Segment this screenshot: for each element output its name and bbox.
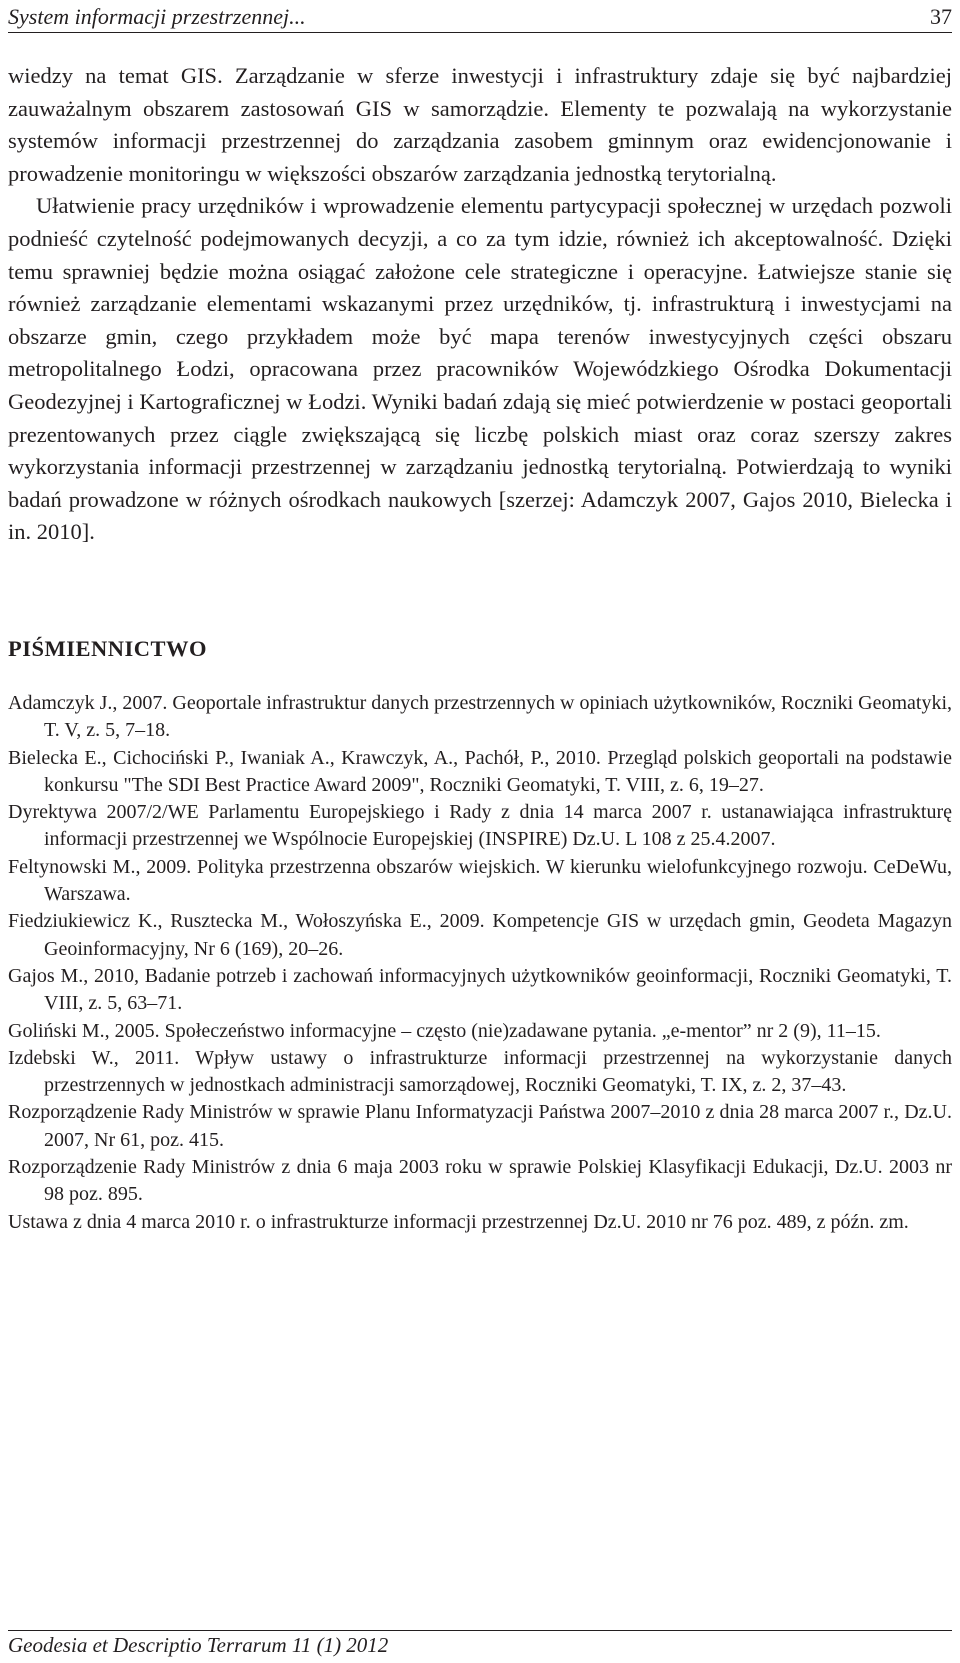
reference-list <box>8 690 952 1236</box>
journal-name: Geodesia et Descriptio Terrarum 11 (1) 2012 <box>8 1633 389 1657</box>
paragraph-2: Ułatwienie pracy urzędników i wprowadzenie elementu partycypacji społecznej w urzędach pozwoli podnieść czytelność podejmowanych decyzji, a co za tym idzie, również ich akceptowalność. Dzięki temu sprawniej będzie można osiągać założone cele strategiczne i operacyjne. Łatwiejsze stanie się również zarządzanie elementami wskazanymi przez urzędników, tj. infrastrukturą i inwestycjami na obszarze gmin, czego przykładem może być mapa terenów inwestycyjnych części obszaru metropolitalnego Łodzi, opracowana przez pracowników Wojewódzkiego Ośrodka Dokumentacji Geodezyjnej i Kartograficznej w Łodzi. Wyniki badań zdają się mieć potwierdzenie w postaci geoportali prezentowanych przez ciągle zwiększającą się liczbę polskich miast oraz coraz szerszy zakres wykorzystania informacji przestrzennej w zarządzaniu jednostką terytorialną. Potwierdzają to wyniki badań prowadzone w różnych ośrodkach naukowych [szerzej: Adamczyk 2007, Gajos 2010, Bielecka i in. 2010]. <box>8 193 952 545</box>
reference-item: Goliński M., 2005. Społeczeństwo informacyjne – często (nie)zadawane pytania. „e-mentor” nr 2 (9), 11–15. <box>8 1019 881 1042</box>
reference-item: Bielecka E., Cichociński P., Iwaniak A., Krawczyk, A., Pachół, P., 2010. Przegląd polskich geoportali na podstawie konkursu "The SDI Best Practice Award 2009", Roczniki Geomatyki, T. VIII, z. 6, 19–27. <box>8 746 952 796</box>
section-title: PIŚMIENNICTWO <box>8 636 208 661</box>
reference-item: Feltynowski M., 2009. Polityka przestrzenna obszarów wiejskich. W kierunku wielofunkcyjnego rozwoju. CeDeWu, Warszawa. <box>8 855 952 906</box>
page-header <box>8 2 952 33</box>
reference-item: Fiedziukiewicz K., Rusztecka M., Wołoszyńska E., 2009. Kompetencje GIS w urzędach gmin, Geodeta Magazyn Geoinformacyjny, Nr 6 (169), 20–26. <box>8 910 952 960</box>
page-number: 37 <box>930 4 952 29</box>
body-text <box>8 60 952 549</box>
running-title: System informacji przestrzennej... <box>8 4 306 29</box>
reference-item: Gajos M., 2010, Badanie potrzeb i zachowań informacyjnych użytkowników geoinformacji, Roczniki Geomatyki, T. VIII, z. 5, 63–71. <box>8 964 952 1015</box>
paragraph-1: wiedzy na temat GIS. Zarządzanie w sferze inwestycji i infrastruktury zdaje się być najbardziej zauważalnym obszarem zastosowań GIS w samorządzie. Elementy te pozwalają na wykorzystanie systemów informacji przestrzennej do zarządzania zasobem gminnym oraz ewidencjonowanie i prowadzenie monitoringu w większości obszarów zarządzania jednostką terytorialną. <box>8 63 952 186</box>
reference-item: Ustawa z dnia 4 marca 2010 r. o infrastrukturze informacji przestrzennej Dz.U. 2010 nr 76 poz. 489, z późn. zm. <box>8 1210 909 1233</box>
reference-item: Adamczyk J., 2007. Geoportale infrastruktur danych przestrzennych w opiniach użytkowników, Roczniki Geomatyki, T. V, z. 5, 7–18. <box>8 692 952 742</box>
page-footer <box>8 1630 952 1661</box>
reference-item: Rozporządzenie Rady Ministrów z dnia 6 maja 2003 roku w sprawie Polskiej Klasyfikacji Edukacji, Dz.U. 2003 nr 98 poz. 895. <box>8 1156 952 1206</box>
reference-item: Dyrektywa 2007/2/WE Parlamentu Europejskiego i Rady z dnia 14 marca 2007 r. ustanawiająca infrastrukturę informacji przestrzennej we Wspólnocie Europejskiej (INSPIRE) Dz.U. L 108 z 25.4.2007. <box>8 801 952 851</box>
reference-item: Rozporządzenie Rady Ministrów w sprawie Planu Informatyzacji Państwa 2007–2010 z dnia 28 marca 2007 r., Dz.U. 2007, Nr 61, poz. 415. <box>8 1101 952 1151</box>
reference-item: Izdebski W., 2011. Wpływ ustawy o infrastrukturze informacji przestrzennej na wykorzystanie danych przestrzennych w jednostkach administracji samorządowej, Roczniki Geomatyki, T. IX, z. 2, 37–43. <box>8 1046 952 1097</box>
